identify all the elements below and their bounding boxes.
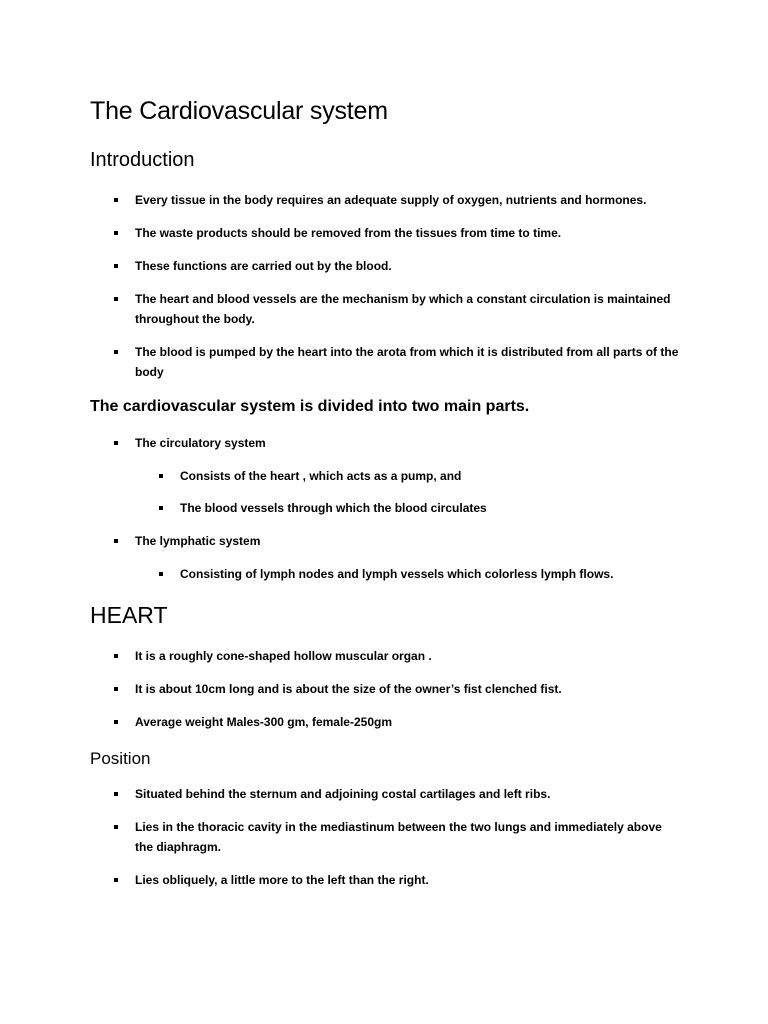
square-bullet-icon [114,687,118,691]
square-bullet-icon [159,474,163,478]
list-item-text: It is about 10cm long and is about the size of the owner’s fist clenched fist. [135,682,562,696]
square-bullet-icon [114,231,118,235]
list-item [135,784,681,804]
square-bullet-icon [114,350,118,354]
introduction-heading: Introduction [90,149,195,171]
heart-heading: HEART [90,602,168,628]
square-bullet-icon [114,825,118,829]
sub-list-item [180,564,680,584]
square-bullet-icon [114,297,118,301]
list-item [135,712,681,732]
parts-heading: The cardiovascular system is divided into two main parts. [90,398,530,415]
list-item [135,679,681,699]
list-item-text: Every tissue in the body requires an adequate supply of oxygen, nutrients and hormones. [135,193,647,207]
square-bullet-icon [159,506,163,510]
list-item-text: The waste products should be removed from the tissues from time to time. [135,226,562,240]
list-item-text: Situated behind the sternum and adjoining costal cartilages and left ribs. [135,787,551,801]
list-item [135,870,681,890]
square-bullet-icon [114,441,118,445]
square-bullet-icon [114,792,118,796]
square-bullet-icon [114,654,118,658]
list-item-text: Consisting of lymph nodes and lymph vessels which colorless lymph flows. [180,567,614,581]
list-item [135,531,681,551]
sub-list-item [180,466,680,486]
square-bullet-icon [114,878,118,882]
square-bullet-icon [114,198,118,202]
list-item-text: The blood is pumped by the heart into the arota from which it is distributed from all parts of the body [135,345,679,379]
square-bullet-icon [114,539,118,543]
document-title: The Cardiovascular system [90,97,388,125]
list-item [135,817,681,857]
list-item-text: It is a roughly cone-shaped hollow muscular organ . [135,649,432,663]
list-item [135,342,681,382]
list-item-text: Lies in the thoracic cavity in the mediastinum between the two lungs and immediately above the diaphragm. [135,820,662,854]
position-heading: Position [90,749,151,768]
list-item-text: The lymphatic system [135,534,261,548]
list-item-text: Average weight Males-300 gm, female-250gm [135,715,392,729]
list-item-text: The blood vessels through which the blood circulates [180,501,487,515]
list-item-text: The heart and blood vessels are the mechanism by which a constant circulation is maintained throughout the body. [135,292,671,326]
square-bullet-icon [114,720,118,724]
list-item-text: Lies obliquely, a little more to the left than the right. [135,873,429,887]
sub-list-item [180,498,680,518]
list-item [135,256,681,276]
list-item [135,289,681,329]
list-item [135,433,681,453]
list-item [135,190,681,210]
list-item-text: Consists of the heart , which acts as a pump, and [180,469,462,483]
list-item-text: The circulatory system [135,436,266,450]
list-item [135,223,681,243]
list-item [135,646,681,666]
square-bullet-icon [114,264,118,268]
square-bullet-icon [159,572,163,576]
list-item-text: These functions are carried out by the blood. [135,259,392,273]
